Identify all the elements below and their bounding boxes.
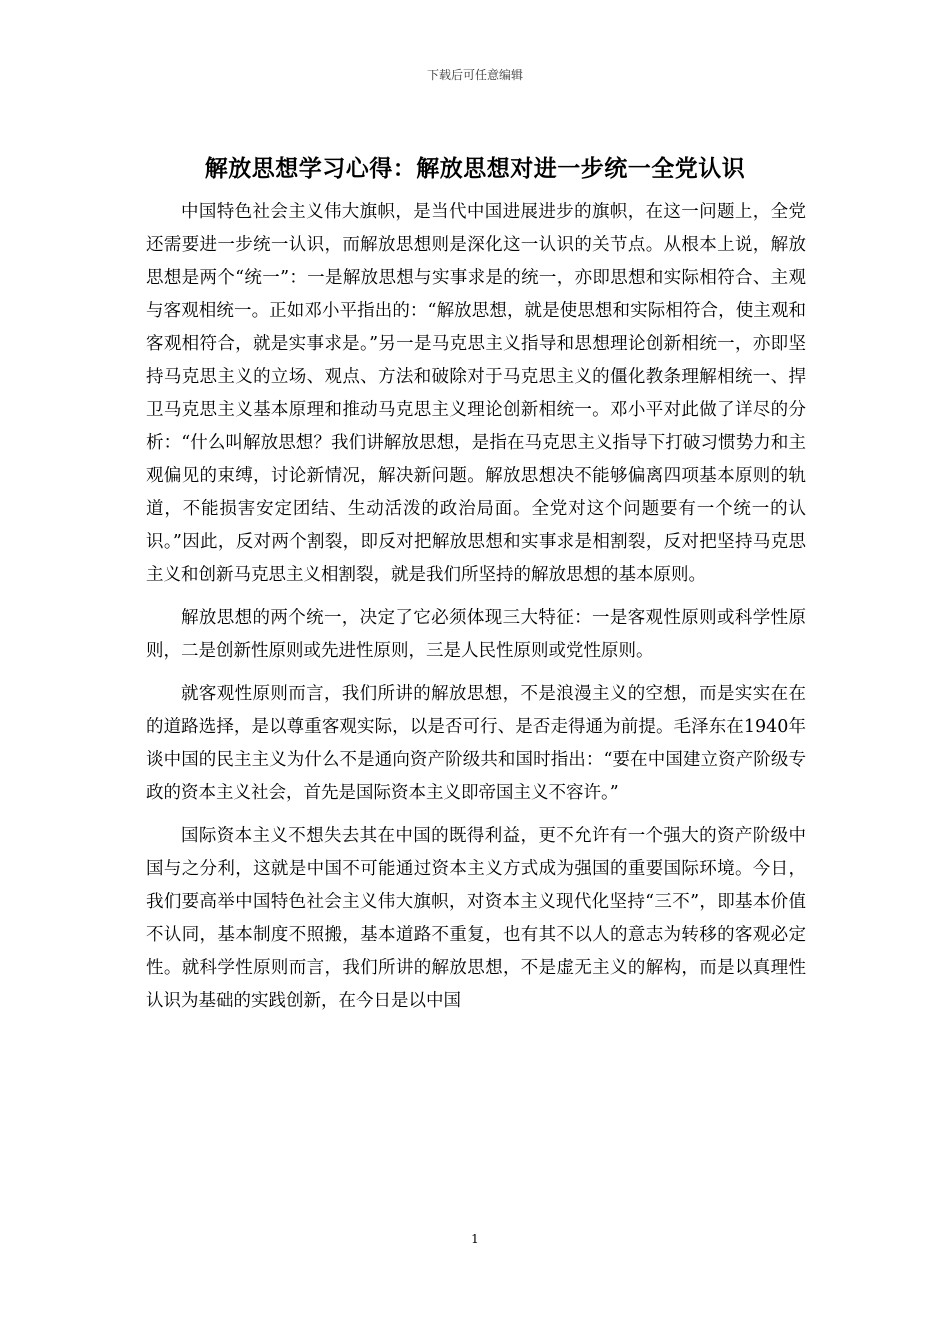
document-title: 解放思想学习心得：解放思想对进一步统一全党认识 (204, 155, 746, 182)
paragraph-1: 中国特色社会主义伟大旗帜，是当代中国进展进步的旗帜，在这一问题上，全党还需要进一步统一认识，而解放思想则是深化这一认识的关节点。从根本上说，解放思想是两个“统一”：一是解放思想与实事求是的统一，亦即思想和实际相符合、主观与客观相统一。正如邓小平指出的：“解放思想，就是使思想和实际相符合，使主观和客观相符合，就是实事求是。”另一是马克思主义指导和思想理论创新相统一，亦即坚持马克思主义的立场、观点、方法和破除对于马克思主义的僵化教条理解相统一、捍卫马克思主义基本原理和推动马克思主义理论创新相统一。邓小平对此做了详尽的分析：“什么叫解放思想？我们讲解放思想，是指在马克思主义指导下打破习惯势力和主观偏见的束缚，讨论新情况，解决新问题。解放思想决不能够偏离四项基本原则的轨道，不能损害安定团结、生动活泼的政治局面。全党对这个问题要有一个统一的认识。”因此，反对两个割裂，即反对把解放思想和实事求是相割裂，反对把坚持马克思主义和创新马克思主义相割裂，就是我们所坚持的解放思想的基本原则。 (146, 202, 806, 585)
page-number: 1 (471, 1232, 479, 1246)
paragraph-2: 解放思想的两个统一，决定了它必须体现三大特征：一是客观性原则或科学性原则，二是创新性原则或先进性原则，三是人民性原则或党性原则。 (146, 608, 806, 661)
header-note: 下载后可任意编辑 (426, 68, 523, 82)
paragraph-4: 国际资本主义不想失去其在中国的既得利益，更不允许有一个强大的资产阶级中国与之分利，这就是中国不可能通过资本主义方式成为强国的重要国际环境。今日，我们要高举中国特色社会主义伟大旗帜，对资本主义现代化坚持“三不”，即基本价值不认同，基本制度不照搬，基本道路不重复，也有其不以人的意志为转移的客观必定性。就科学性原则而言，我们所讲的解放思想，不是虚无主义的解构，而是以真理性认识为基础的实践创新，在今日是以中国 (146, 826, 806, 1011)
document-body (146, 196, 806, 1018)
paragraph-3: 就客观性原则而言，我们所讲的解放思想，不是浪漫主义的空想，而是实实在在的道路选择，是以尊重客观实际，以是否可行、是否走得通为前提。毛泽东在1940年谈中国的民主主义为什么不是通向资产阶级共和国时指出：“要在中国建立资产阶级专政的资本主义社会，首先是国际资本主义即帝国主义不容许。” (146, 684, 806, 803)
